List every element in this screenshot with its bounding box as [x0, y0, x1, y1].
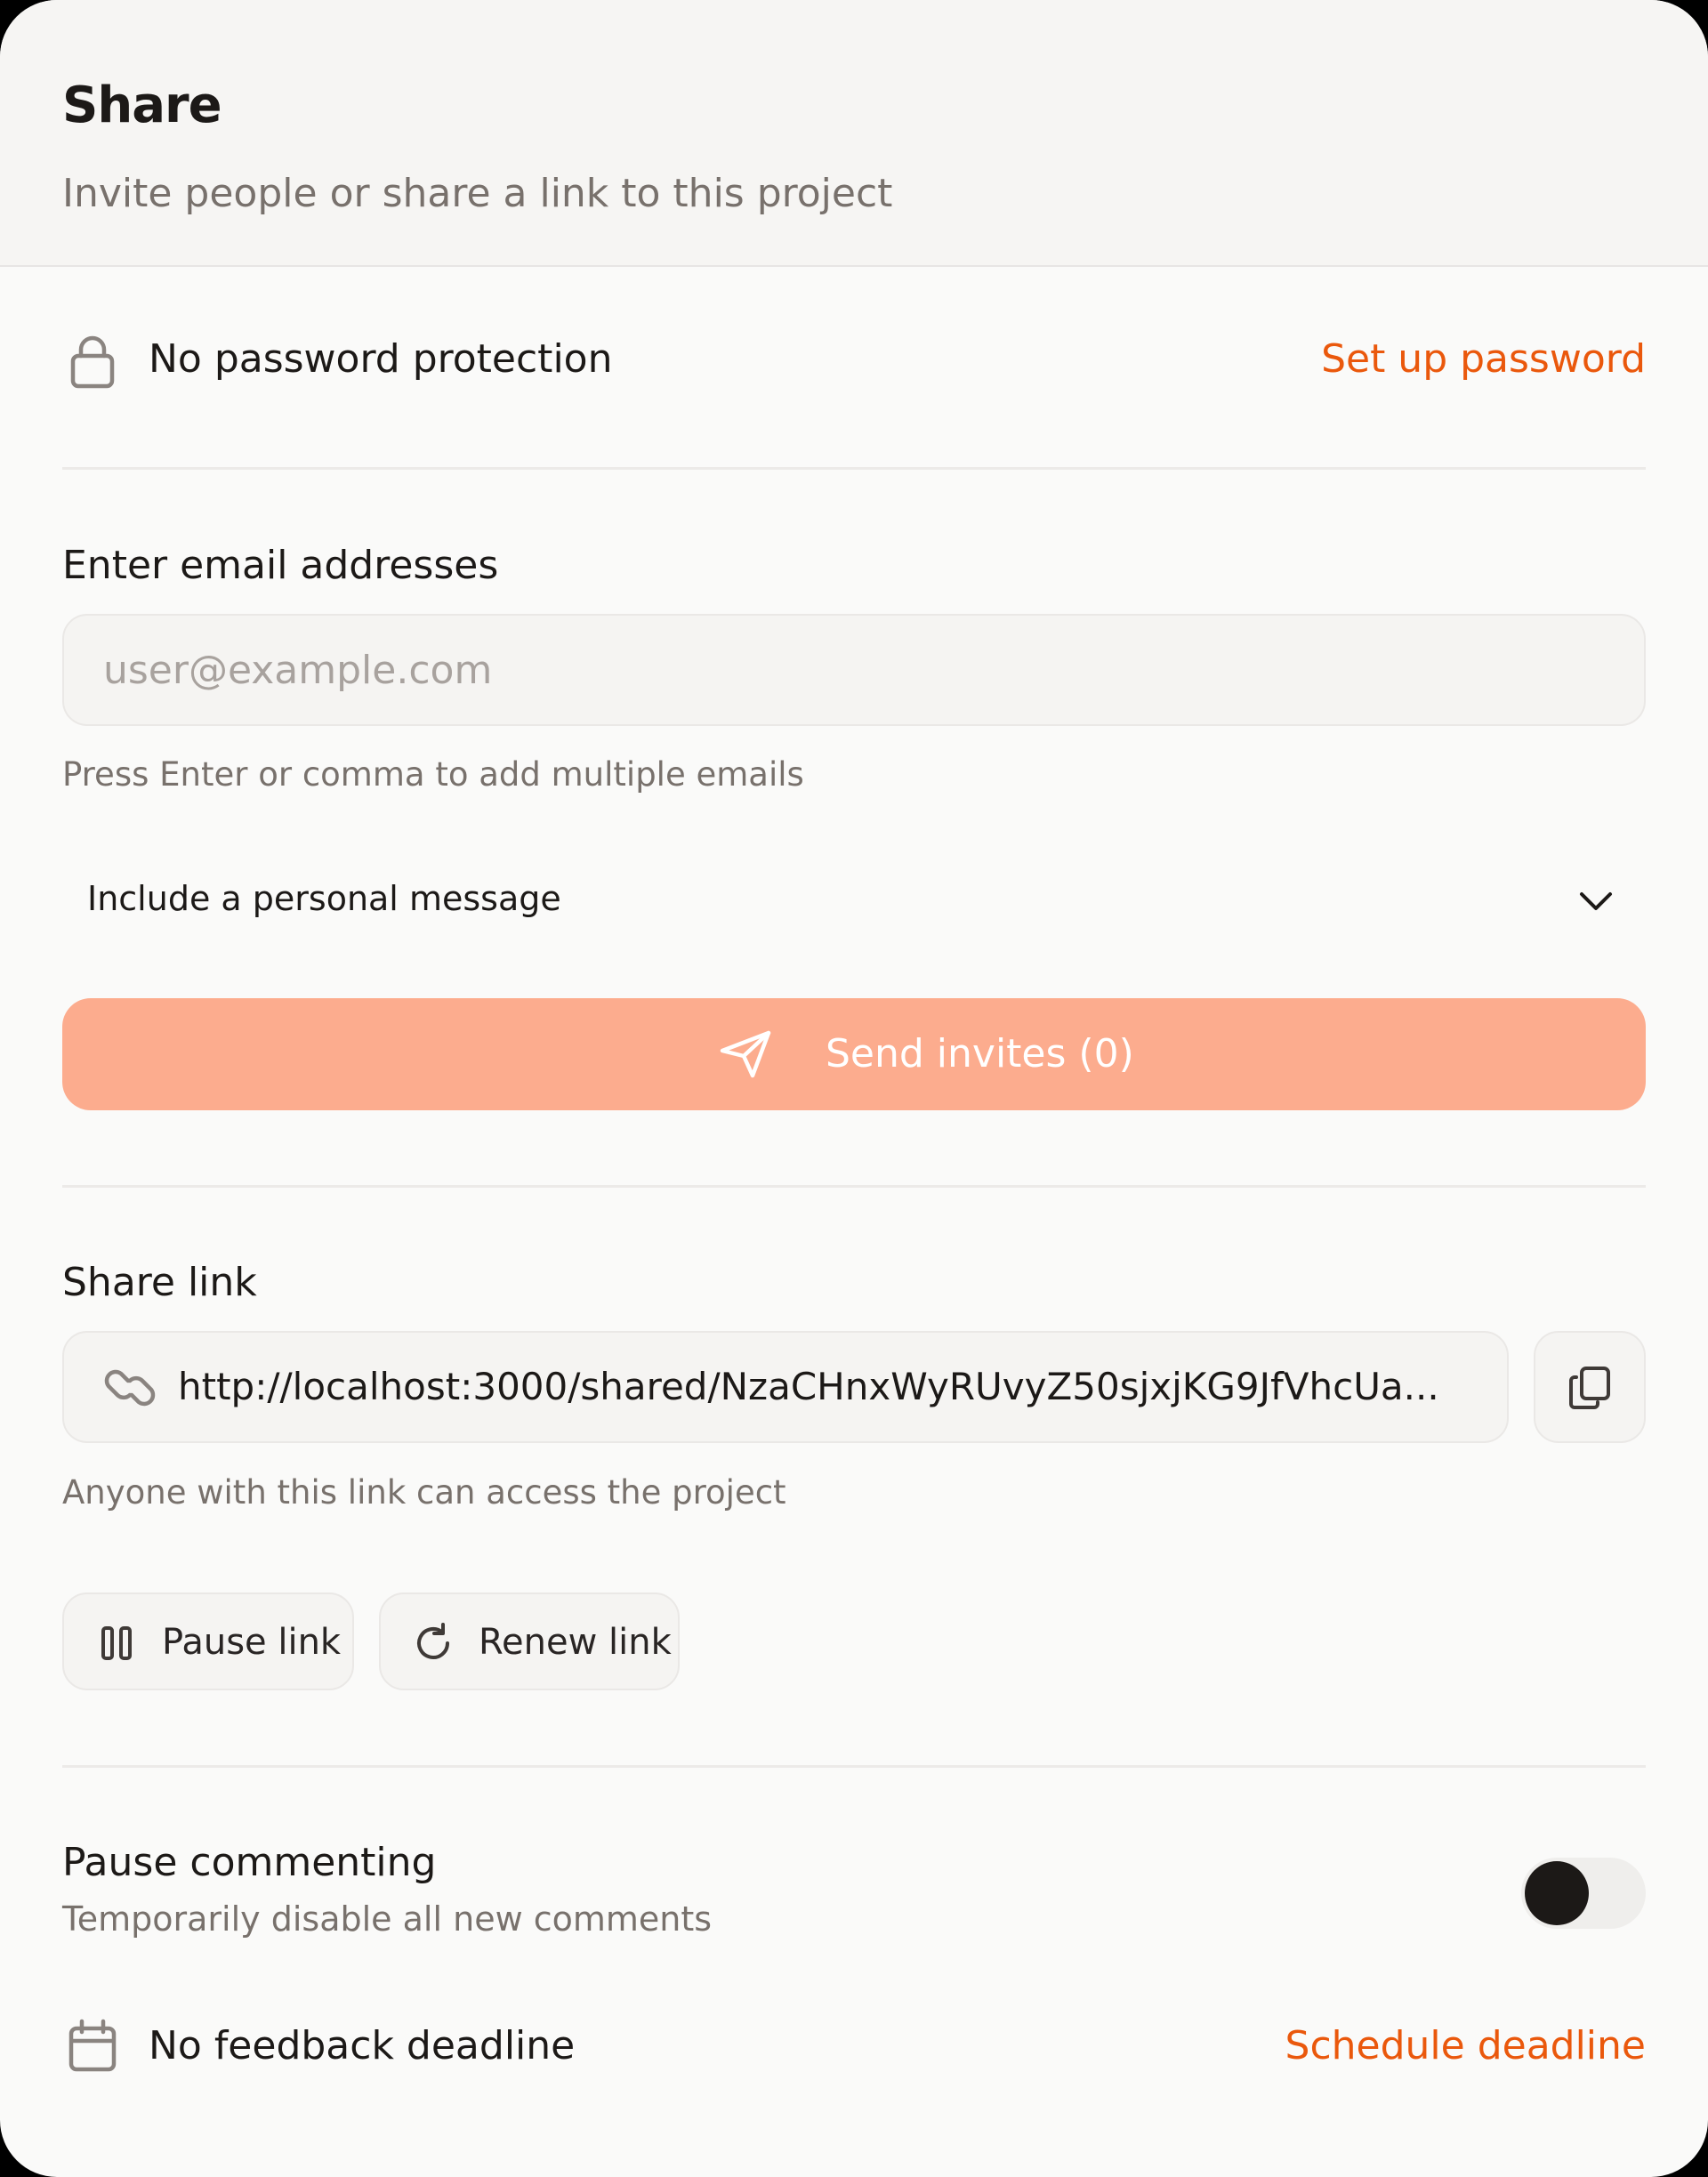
dialog-subtitle: Invite people or share a link to this project	[62, 171, 893, 216]
renew-link-button[interactable]	[379, 1592, 680, 1690]
email-input[interactable]	[62, 614, 1646, 726]
calendar-icon	[62, 2016, 123, 2076]
refresh-icon	[411, 1621, 455, 1665]
set-up-password-link[interactable]: Set up password	[1321, 336, 1646, 382]
password-status: No password protection	[149, 336, 613, 382]
pause-commenting-description: Temporarily disable all new comments	[62, 1899, 713, 1939]
toggle-knob	[1525, 1861, 1589, 1925]
pause-link-label: Pause link	[162, 1622, 342, 1663]
pause-commenting-title: Pause commenting	[62, 1840, 437, 1885]
pause-link-button[interactable]	[62, 1592, 354, 1690]
link-icon	[101, 1363, 158, 1413]
share-link-field[interactable]	[62, 1331, 1509, 1443]
personal-message-label: Include a personal message	[87, 879, 561, 918]
lock-icon	[62, 331, 123, 391]
share-link-url: http://localhost:3000/shared/NzaCHnxWyRUvyZ50sjxjKG9JfVhcUa...	[178, 1365, 1439, 1408]
chevron-down-icon	[1575, 879, 1617, 922]
email-label: Enter email addresses	[62, 543, 499, 588]
divider	[62, 1765, 1646, 1768]
divider	[62, 467, 1646, 470]
pause-commenting-toggle[interactable]	[1521, 1858, 1646, 1929]
schedule-deadline-link[interactable]: Schedule deadline	[1285, 2023, 1646, 2068]
renew-link-label: Renew link	[479, 1622, 672, 1663]
send-icon	[719, 1029, 772, 1079]
share-link-label: Share link	[62, 1260, 257, 1305]
send-invites-button[interactable]	[62, 998, 1646, 1110]
copy-icon	[1567, 1365, 1614, 1411]
email-helper-text: Press Enter or comma to add multiple emails	[62, 755, 804, 794]
divider	[62, 1185, 1646, 1188]
personal-message-toggle[interactable]	[62, 854, 1646, 943]
pause-icon	[94, 1621, 139, 1665]
dialog-header	[0, 0, 1708, 267]
share-link-helper-text: Anyone with this link can access the project	[62, 1473, 786, 1512]
dialog-title: Share	[62, 77, 222, 134]
deadline-status: No feedback deadline	[149, 2023, 576, 2068]
send-invites-label: Send invites (0)	[826, 1031, 1134, 1076]
copy-link-button[interactable]	[1534, 1331, 1646, 1443]
